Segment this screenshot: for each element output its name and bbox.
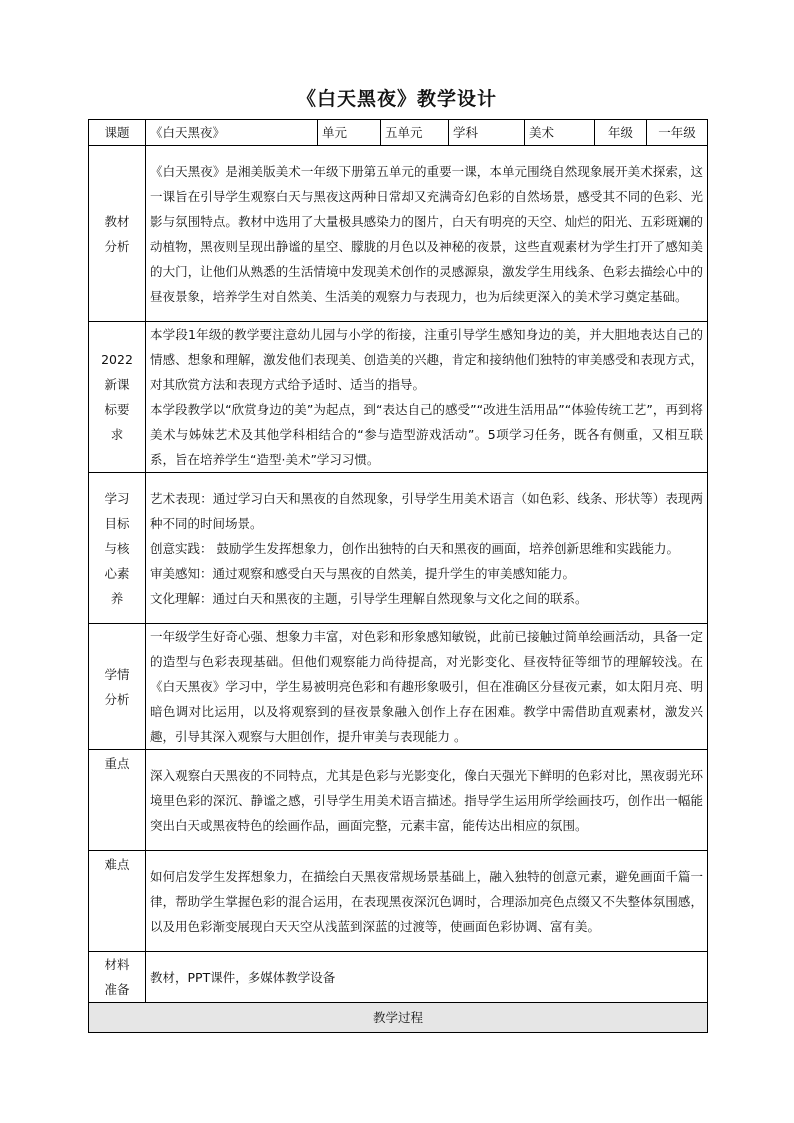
curriculum-standard-row (89, 322, 708, 473)
standard-paragraph: 本学段教学以“欣赏身边的美”为起点，到“表达自己的感受”“改进生活用品”“体验传统工艺”，再到将美术与姊妹艺术及其他学科相结合的“参与造型游戏活动”。5项学习任务，既各有侧重，又相互联系，旨在培养学生“造型·美术”学习习惯。 (150, 402, 703, 467)
label-line: 目标 (104, 515, 130, 531)
label-line: 学情 (104, 666, 130, 682)
key-points-row (89, 750, 708, 851)
unit-label: 单元 (318, 120, 381, 146)
materials-text: 教材，PPT课件，多媒体教学设备 (146, 952, 708, 1003)
document-title: 《白天黑夜》教学设计 (296, 88, 497, 110)
unit-value: 五单元 (381, 120, 449, 146)
difficulties-row (89, 851, 708, 952)
label-line: 教材 (104, 213, 130, 229)
material-analysis-label (89, 146, 146, 322)
label-line: 新课 (104, 377, 130, 392)
label-line: 与核 (104, 540, 130, 556)
materials-label (89, 952, 146, 1003)
learning-goals-row (89, 473, 708, 624)
topic-label: 课题 (89, 120, 146, 146)
label-line: 学习 (104, 490, 130, 506)
goal-item: 审美感知：通过观察和感受白天与黑夜的自然美，提升学生的审美感知能力。 (150, 565, 576, 581)
header-row (89, 120, 708, 146)
key-points-text: 深入观察白天黑夜的不同特点，尤其是色彩与光影变化，像白天强光下鲜明的色彩对比，黑夜弱光环境里色彩的深沉、静谧之感，引导学生用美术语言描述。指导学生运用所学绘画技巧，创作出一幅能突出白天或黑夜特色的绘画作品，画面完整，元素丰富，能传达出相应的氛围。 (146, 750, 708, 851)
label-line: 2022 (101, 352, 133, 367)
label-line: 养 (110, 590, 124, 606)
label-line: 分析 (104, 238, 130, 254)
subject-label: 学科 (449, 120, 525, 146)
label-line: 标要 (104, 402, 130, 417)
student-analysis-row (89, 624, 708, 750)
label-line: 分析 (104, 691, 130, 707)
teaching-process-header: 教学过程 (89, 1003, 708, 1033)
standard-paragraph: 本学段1年级的教学要注意幼儿园与小学的衔接，注重引导学生感知身边的美，并大胆地表达自己的情感、想象和理解，激发他们表现美、创造美的兴趣，肯定和接纳他们独特的审美感受和表现方式，对其欣赏方法和表现方式给予适时、适当的指导。 (150, 327, 703, 392)
goal-item: 创意实践： 鼓励学生发挥想象力，创作出独特的白天和黑夜的画面，培养创新思维和实践能力。 (150, 540, 679, 556)
subject-value: 美术 (525, 120, 595, 146)
curriculum-standard-text (146, 322, 708, 473)
label-line: 准备 (104, 982, 130, 997)
label-line: 材料 (104, 957, 130, 972)
lesson-plan-table (88, 119, 708, 1033)
grade-label: 年级 (595, 120, 647, 146)
material-analysis-row (89, 146, 708, 322)
learning-goals-label (89, 473, 146, 624)
materials-row (89, 952, 708, 1003)
difficulties-label: 难点 (89, 851, 146, 952)
curriculum-standard-label (89, 322, 146, 473)
goal-item: 艺术表现：通过学习白天和黑夜的自然现象，引导学生用美术语言（如色彩、线条、形状等）表现两种不同的时间场景。 (150, 490, 703, 531)
teaching-process-row (89, 1003, 708, 1033)
student-analysis-label (89, 624, 146, 750)
grade-value: 一年级 (647, 120, 708, 146)
learning-goals-text (146, 473, 708, 624)
difficulties-text: 如何启发学生发挥想象力，在描绘白天黑夜常规场景基础上，融入独特的创意元素，避免画面千篇一律，帮助学生掌握色彩的混合运用，在表现黑夜深沉色调时，合理添加亮色点缀又不失整体氛围感，以及用色彩渐变展现白天天空从浅蓝到深蓝的过渡等，使画面色彩协调、富有美。 (146, 851, 708, 952)
key-points-label: 重点 (89, 750, 146, 851)
label-line: 求 (110, 427, 124, 442)
topic-value: 《白天黑夜》 (146, 120, 318, 146)
label-line: 心素 (104, 565, 130, 581)
student-analysis-text: 一年级学生好奇心强、想象力丰富，对色彩和形象感知敏锐，此前已接触过简单绘画活动，具备一定的造型与色彩表现基础。但他们观察能力尚待提高，对光影变化、昼夜特征等细节的理解较浅。在《白天黑夜》学习中，学生易被明亮色彩和有趣形象吸引，但在准确区分昼夜元素，如太阳月亮、明暗色调对比运用，以及将观察到的昼夜景象融入创作上存在困难。教学中需借助直观素材，激发兴趣，引导其深入观察与大胆创作，提升审美与表现能力 。 (146, 624, 708, 750)
goal-item: 文化理解：通过白天和黑夜的主题，引导学生理解自然现象与文化之间的联系。 (150, 590, 588, 606)
material-analysis-text: 《白天黑夜》是湘美版美术一年级下册第五单元的重要一课，本单元围绕自然现象展开美术探索，这一课旨在引导学生观察白天与黑夜这两种日常却又充满奇幻色彩的自然场景，感受其不同的色彩、光影与氛围特点。教材中选用了大量极具感染力的图片，白天有明亮的天空、灿烂的阳光、五彩斑斓的动植物，黑夜则呈现出静谧的星空、朦胧的月色以及神秘的夜景，这些直观素材为学生打开了感知美的大门，让他们从熟悉的生活情境中发现美术创作的灵感源泉，激发学生用线条、色彩去描绘心中的昼夜景象，培养学生对自然美、生活美的观察力与表现力，也为后续更深入的美术学习奠定基础。 (146, 146, 708, 322)
